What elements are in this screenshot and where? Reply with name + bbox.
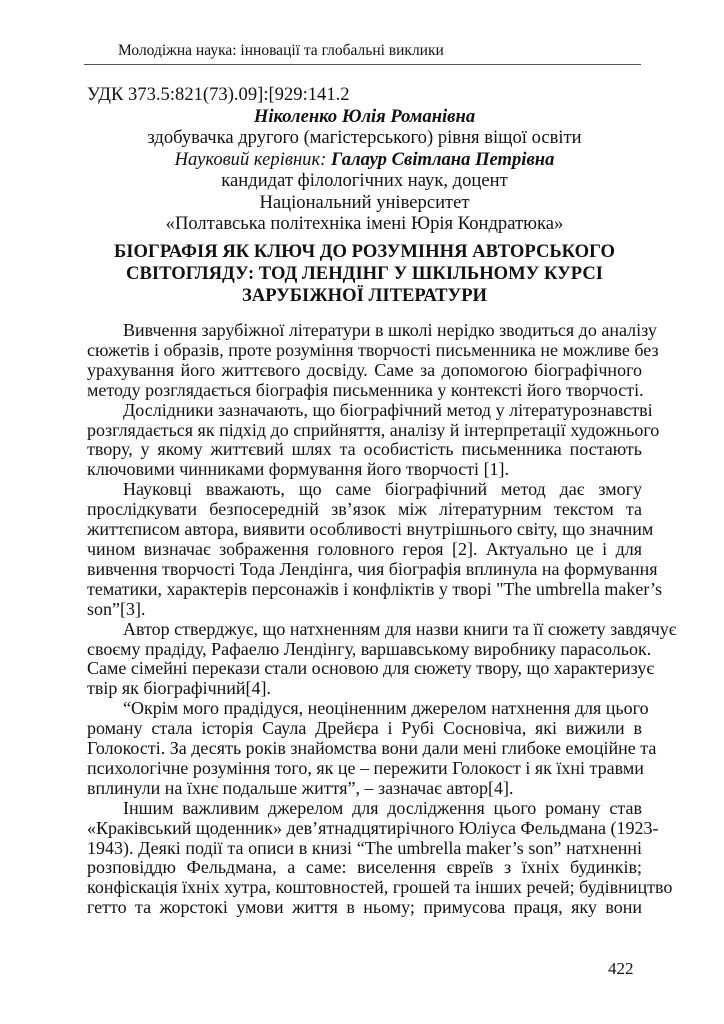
text-line: розглядається як підхід до сприйняття, аналізу й інтерпретації художнього xyxy=(87,419,660,440)
udk-code: УДК 373.5:821(73).09]:[929:141.2 xyxy=(87,84,350,105)
text-line: son”[3]. xyxy=(87,598,146,619)
paragraph xyxy=(87,479,663,619)
text-line: урахування його життєвого досвіду. Саме за допомогою біографічного xyxy=(87,359,642,380)
paragraph xyxy=(87,320,659,401)
text-line: “Окрім мого прадідуся, неоціненним джерелом натхнення для цього xyxy=(123,698,649,719)
text-line: Голокості. За десять років знайомства вони дали мені глибоке емоційне та xyxy=(87,738,657,759)
text-line: життєписом автора, виявити особливості внутрішнього світу, що значним xyxy=(87,519,654,540)
text-line: чином визначає зображення головного героя [2]. Актуально це і для xyxy=(87,538,642,559)
text-line: психологічне розуміння того, як це – пережити Голокост і як їхні травми xyxy=(87,757,644,778)
title-line: СВІТОГЛЯДУ: ТОД ЛЕНДІНГ У ШКІЛЬНОМУ КУРСІ xyxy=(126,263,603,284)
text-line: своєму прадіду, Рафаелю Лендінгу, варшавському виробнику парасольок. xyxy=(87,638,652,659)
supervisor-degree: кандидат філологічних наук, доцент xyxy=(221,170,508,191)
university-line-2: «Полтавська політехніка імені Юрія Кондратюка» xyxy=(165,213,564,234)
text-line: Іншим важливим джерелом для дослідження цього роману став xyxy=(123,797,642,818)
text-line: роману стала історія Саула Дрейєра і Рубі Сосновіча, які вижили в xyxy=(87,718,642,739)
text-line: Дослідники зазначають, що біографічний метод у літературознавстві xyxy=(123,399,653,420)
article-title xyxy=(87,241,642,307)
text-line: прослідкувати безпосередній зв’язок між літературним текстом та xyxy=(87,499,642,520)
author-name: Ніколенко Юлія Романівна xyxy=(253,105,476,127)
text-line: твір як біографічний[4]. xyxy=(87,678,272,699)
text-line: методу розглядається біографія письменника у контексті його творчості. xyxy=(87,379,644,400)
title-line: ЗАРУБІЖНОЇ ЛІТЕРАТУРИ xyxy=(241,285,488,306)
page-number: 422 xyxy=(608,959,634,978)
author-status: здобувачка другого (магістерського) рівня віщої освіти xyxy=(147,127,582,148)
text-line: вплинули на їхнє подальше життя”, – зазначає автор[4]. xyxy=(87,777,514,798)
article-meta xyxy=(87,84,642,235)
text-line: розповіддю Фельдмана, а саме: виселення євреїв з їхніх будинків; xyxy=(87,857,642,878)
paragraph xyxy=(87,797,673,918)
title-line: БІОГРАФІЯ ЯК КЛЮЧ ДО РОЗУМІННЯ АВТОРСЬКОГО xyxy=(114,241,615,262)
text-line: твору, у якому життєвий шлях та особистість письменника постають xyxy=(87,439,642,460)
text-line: вивчення творчості Тода Лендінга, чия біографія вплинула на формування xyxy=(87,558,658,579)
paragraph xyxy=(87,399,660,481)
text-line: гетто та жорстокі умови життя в ньому; примусова праця, яку вони xyxy=(87,897,642,918)
supervisor-label: Науковий керівник: xyxy=(174,148,327,170)
text-line: Автор стверджує, що натхненням для назви книги та її сюжету завдячує xyxy=(123,618,677,639)
paragraph xyxy=(87,618,677,700)
text-line: сюжетів і образів, проте розуміння творчості письменника не можливе без xyxy=(87,339,659,360)
text-line: Вивчення зарубіжної літератури в школі нерідко зводиться до аналізу xyxy=(123,320,657,340)
paragraph xyxy=(87,698,657,799)
text-line: Науковці вважають, що саме біографічний метод дає змогу xyxy=(123,479,642,500)
text-line: ключовими чинниками формування його творчості [1]. xyxy=(87,459,510,480)
supervisor-name: Галаур Світлана Петрівна xyxy=(331,148,555,170)
supervisor xyxy=(87,149,642,171)
text-line: «Краківський щоденник» дев’ятнадцятирічного Юліуса Фельдмана (1923- xyxy=(87,817,659,838)
header-divider xyxy=(84,64,641,65)
text-line: тематики, характерів персонажів і конфліктів у творі "The umbrella maker’s xyxy=(87,578,663,599)
text-line: конфіскація їхніх хутра, коштовностей, грошей та інших речей; будівництво xyxy=(87,877,673,898)
article-body xyxy=(87,320,677,918)
university-line-1: Національний університет xyxy=(259,191,470,213)
running-header: Молодіжна наука: інновації та глобальні виклики xyxy=(118,42,444,59)
text-line: Саме сімейні перекази стали основою для сюжету твору, що характеризує xyxy=(87,658,655,679)
text-line: 1943). Деякі події та описи в книзі “The umbrella maker’s son” натхненні xyxy=(87,837,642,858)
